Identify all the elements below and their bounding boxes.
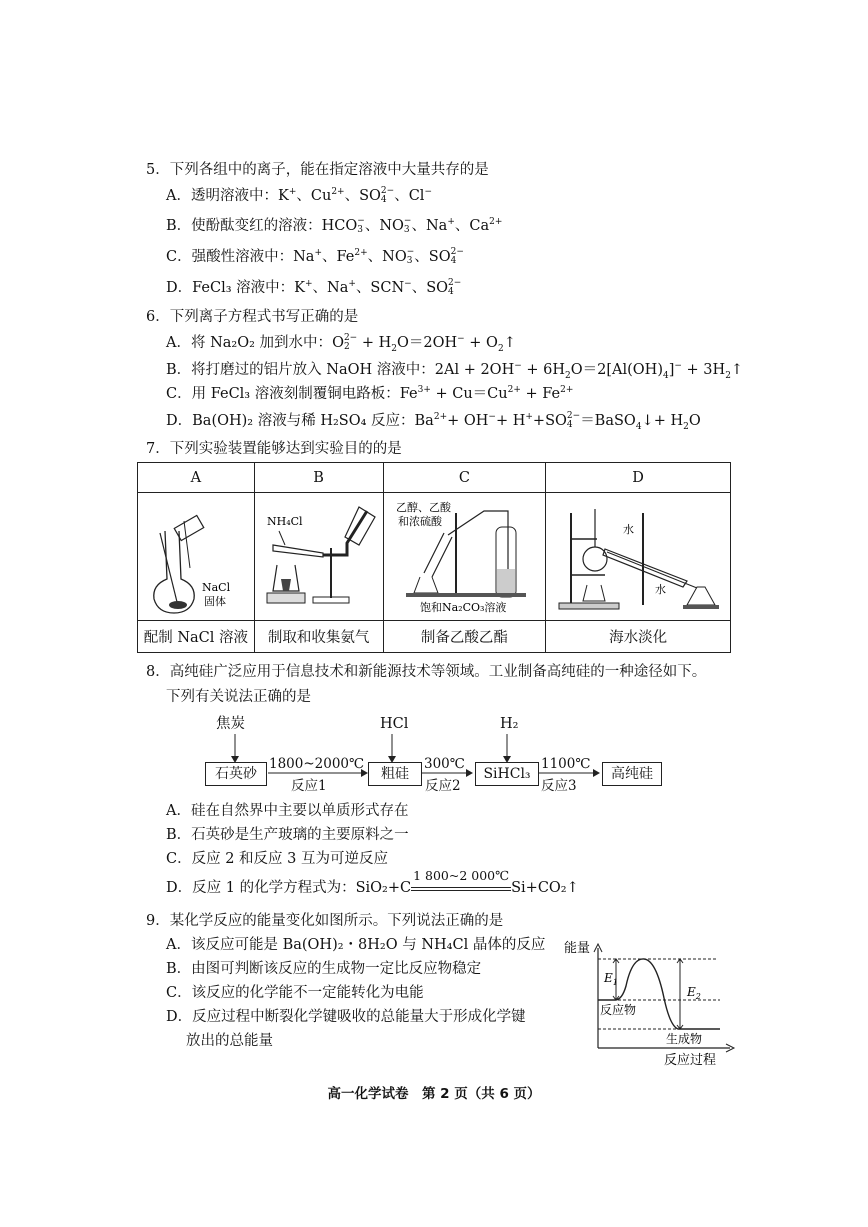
q6-stem: 6．下列离子方程式书写正确的是 — [146, 309, 359, 325]
reagent-label-1: 乙醇、乙酸 — [395, 501, 451, 514]
q8-option-a: A．硅在自然界中主要以单质形式存在 — [166, 803, 409, 819]
energy-diagram — [560, 938, 740, 1068]
q9-option-a: A．该反应可能是 Ba(OH)₂・8H₂O 与 NH₄Cl 晶体的反应 — [166, 937, 546, 953]
hcl-label: HCl — [380, 716, 409, 732]
header-d: D — [546, 463, 731, 493]
h2-label: H₂ — [500, 716, 519, 732]
q5-option-d: D．FeCl₃ 溶液中：K+、Na+、SCN−、SO 2− 4 — [166, 278, 462, 297]
caption-d: 海水淡化 — [546, 621, 731, 653]
product-label: 生成物 — [666, 1032, 703, 1046]
reactant-label: 反应物 — [600, 1003, 637, 1017]
e1-label: $E_1$ — [604, 971, 618, 987]
q9-option-b: B．由图可判断该反应的生成物一定比反应物稳定 — [166, 961, 482, 977]
saturated-label: 饱和Na₂CO₃溶液 — [419, 601, 507, 614]
q7-stem: 7．下列实验装置能够达到实验目的的是 — [146, 441, 402, 457]
q6-option-d: D．Ba(OH)₂ 溶液与稀 H₂SO₄ 反应：$Ba^{2+}+ OH^-+ H^++SO$ 2− 4 ＝BaSO$_4$↓+ $H_2O$ — [166, 411, 701, 432]
q5-option-a: A．透明溶液中：K+、$Cu^{2+}$、SO 2− 4 、Cl− — [166, 186, 432, 205]
coke-label: 焦炭 — [216, 716, 245, 732]
caption-c: 制备乙酸乙酯 — [383, 621, 546, 653]
apparatus-d-cell — [546, 493, 731, 621]
energy-axis-label: 能量 — [564, 941, 591, 956]
reaction-process-label: 反应过程 — [664, 1053, 717, 1068]
q8-option-c: C．反应 2 和反应 3 互为可逆反应 — [166, 851, 388, 867]
q9-option-d-line1: D．反应过程中断裂化学键吸收的总能量大于形成化学键 — [166, 1009, 526, 1025]
rxn1-label: 反应1 — [291, 778, 327, 794]
distillation-apparatus — [547, 493, 730, 616]
volumetric-flask-apparatus — [138, 493, 253, 616]
cond2-label: 300℃ — [424, 756, 465, 772]
q9-stem: 9．某化学反应的能量变化如图所示。下列说法正确的是 — [146, 913, 504, 929]
nacl-label: NaCl — [202, 581, 231, 594]
nh4cl-label: NH₄Cl — [267, 515, 303, 528]
q8-option-d: D．反应 1 的化学方程式为：SiO₂+C 1 800~2 000℃ Si+CO₂↑ — [166, 868, 579, 896]
q8-option-b: B．石英砂是生产玻璃的主要原料之一 — [166, 827, 409, 843]
crude-silicon-box: 粗硅 — [368, 762, 422, 786]
apparatus-a-cell — [138, 493, 255, 621]
solid-label: 固体 — [204, 595, 227, 608]
rxn3-label: 反应3 — [541, 778, 577, 794]
rxn2-label: 反应2 — [425, 778, 461, 794]
apparatus-c-cell — [383, 493, 546, 621]
water-inlet-label: 水 — [622, 523, 634, 536]
page-footer: 高一化学试卷 第 2 页（共 6 页） — [327, 1086, 541, 1102]
reagent-label-2: 和浓硫酸 — [397, 515, 442, 528]
caption-a: 配制 NaCl 溶液 — [138, 621, 255, 653]
apparatus-b-cell — [254, 493, 383, 621]
q5-option-c: C．强酸性溶液中：Na+、$Fe^{2+}$、NO − 3 、SO 2− 4 — [166, 247, 464, 266]
caption-b: 制取和收集氨气 — [254, 621, 383, 653]
experiment-table — [137, 462, 731, 653]
quartz-sand-box: 石英砂 — [205, 762, 267, 786]
q8-stem-line1: 8．高纯硅广泛应用于信息技术和新能源技术等领域。工业制备高纯硅的一种途径如下。 — [146, 664, 707, 680]
header-a: A — [138, 463, 255, 493]
cond3-label: 1100℃ — [541, 756, 591, 772]
pure-silicon-box: 高纯硅 — [602, 762, 662, 786]
reaction-condition: 1 800~2 000℃ — [413, 868, 510, 883]
header-c: C — [383, 463, 546, 493]
e2-label: $E_2$ — [687, 985, 701, 1001]
cond1-label: 1800~2000℃ — [269, 756, 365, 772]
q9-option-c: C．该反应的化学能不一定能转化为电能 — [166, 985, 424, 1001]
q9-option-d-line2: 放出的总能量 — [186, 1033, 273, 1049]
ammonia-apparatus — [255, 493, 382, 616]
ester-apparatus — [384, 493, 545, 616]
water-outlet-label: 水 — [654, 583, 666, 596]
sihcl3-box: SiHCl₃ — [475, 762, 539, 786]
q6-option-c: C．用 FeCl₃ 溶液刻制覆铜电路板：$Fe^{3+} + Cu=Cu^{2+} + Fe^{2+}$ — [166, 385, 574, 402]
q5-stem: 5．下列各组中的离子，能在指定溶液中大量共存的是 — [146, 162, 489, 178]
header-b: B — [254, 463, 383, 493]
q6-option-a: A．将 Na₂O₂ 加到水中：O 2− 2 + $H_2O=2OH^-$ + $O_2↑$ — [166, 333, 516, 354]
q6-option-b: B．将打磨过的铝片放入 NaOH 溶液中：$2Al + 2OH^- + 6H_2O=2[Al(OH)_4]^-$ + $3H_2↑$ — [166, 361, 744, 381]
q8-stem-line2: 下列有关说法正确的是 — [166, 689, 311, 705]
q5-option-b: B．使酚酞变红的溶液：HCO − 3 、NO − 3 、Na+、$Ca^{2+}$ — [166, 216, 503, 235]
